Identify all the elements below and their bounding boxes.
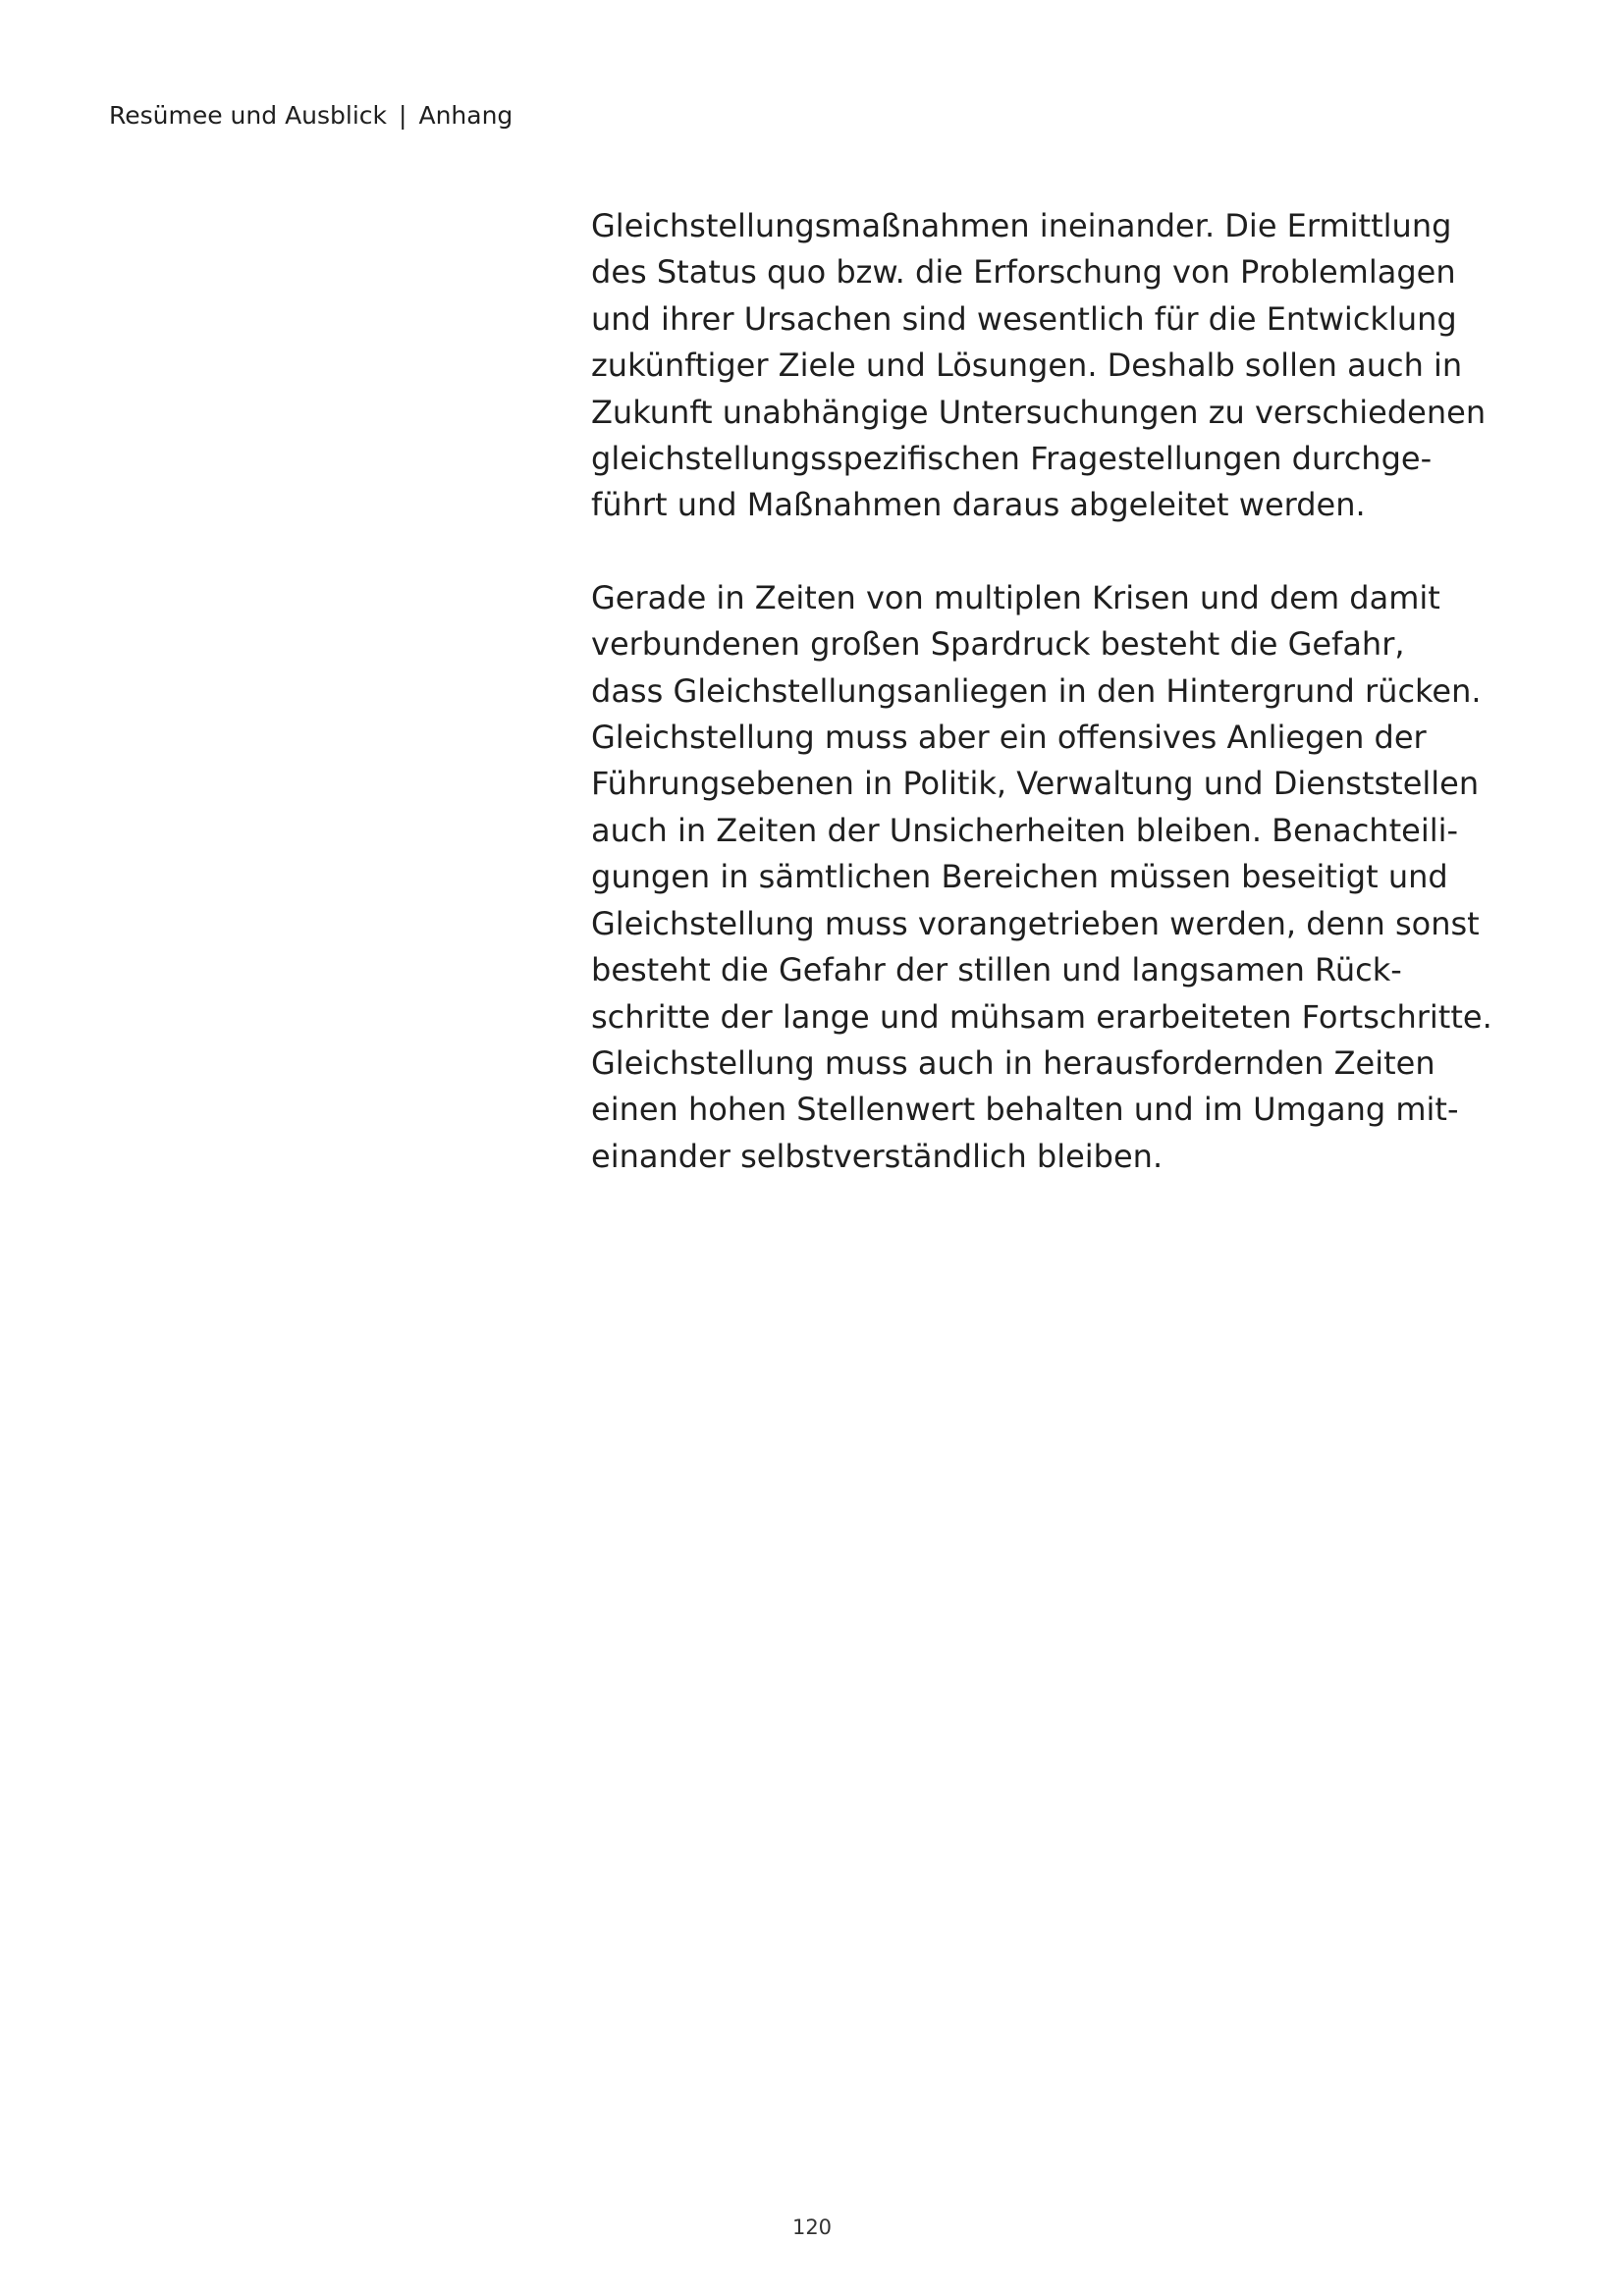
text-line: Gerade in Zeiten von multiplen Krisen und dem damit: [591, 578, 1440, 616]
text-line: besteht die Gefahr der stillen und langsamen Rück-: [591, 951, 1402, 989]
text-line: des Status quo bzw. die Erforschung von Problemlagen: [591, 253, 1456, 292]
text-line: führt und Maßnahmen daraus abgeleitet werden.: [591, 486, 1366, 524]
text-line: einander selbstverständlich bleiben.: [591, 1137, 1164, 1175]
header-separator: |: [399, 101, 407, 130]
text-line: dass Gleichstellungsanliegen in den Hintergrund rücken.: [591, 671, 1482, 710]
paragraph-2: [591, 575, 1492, 1180]
text-line: und ihrer Ursachen sind wesentlich für die Entwicklung: [591, 299, 1457, 338]
text-line: gungen in sämtlichen Bereichen müssen beseitigt und: [591, 858, 1448, 896]
text-line: Gleichstellung muss auch in herausfordernden Zeiten: [591, 1043, 1435, 1082]
header-chapter-title: Anhang: [418, 101, 514, 130]
paragraph-1: [591, 203, 1487, 529]
text-line: schritte der lange und mühsam erarbeiteten Fortschritte.: [591, 997, 1492, 1036]
page-number: 120: [791, 2216, 833, 2239]
text-line: gleichstellungsspezifischen Fragestellungen durchge-: [591, 440, 1433, 478]
text-line: Gleichstellung muss aber ein offensives Anliegen der: [591, 719, 1427, 757]
text-line: auch in Zeiten der Unsicherheiten bleiben. Benachteili-: [591, 811, 1459, 849]
text-line: Gleichstellung muss vorangetrieben werden, denn sonst: [591, 904, 1480, 942]
text-line: Zukunft unabhängige Untersuchungen zu verschiedenen: [591, 393, 1487, 431]
text-line: einen hohen Stellenwert behalten und im Umgang mit-: [591, 1091, 1459, 1129]
text-line: Führungsebenen in Politik, Verwaltung und Dienststellen: [591, 765, 1480, 803]
header-section-title: Resümee und Ausblick: [109, 101, 388, 130]
running-header: [109, 98, 513, 133]
body-text: [591, 203, 1492, 1180]
text-line: Gleichstellungsmaßnahmen ineinander. Die Ermittlung: [591, 207, 1452, 244]
text-line: verbundenen großen Spardruck besteht die Gefahr,: [591, 625, 1405, 664]
text-line: zukünftiger Ziele und Lösungen. Deshalb sollen auch in: [591, 347, 1463, 385]
